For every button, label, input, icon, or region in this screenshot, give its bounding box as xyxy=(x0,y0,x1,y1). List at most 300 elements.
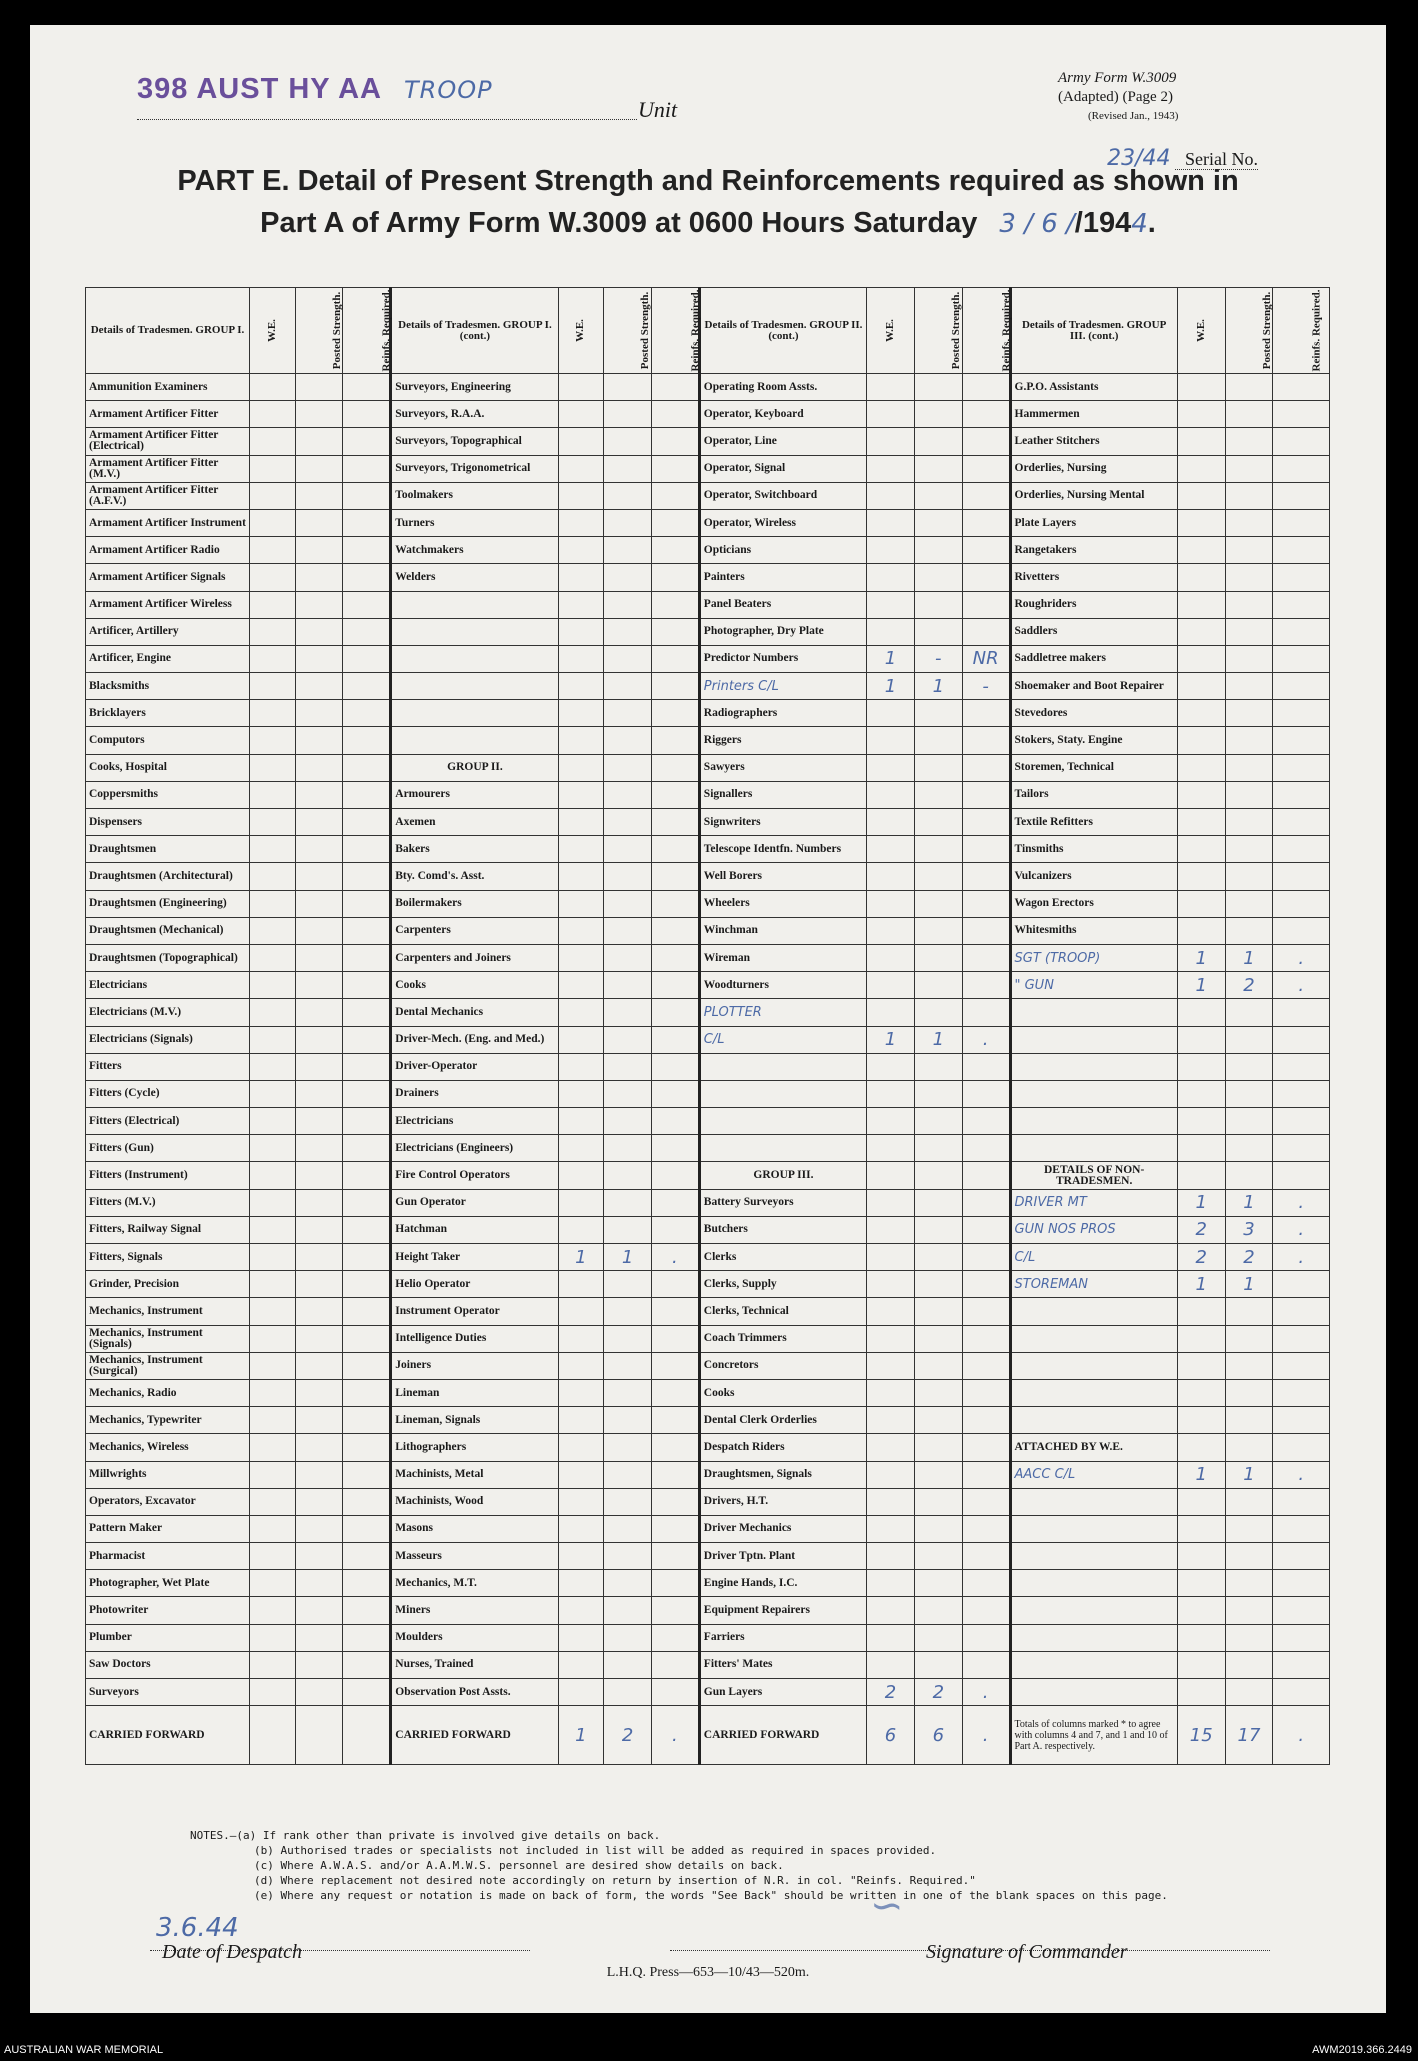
value-cell xyxy=(867,1244,915,1271)
value-cell: 1 xyxy=(1225,1189,1273,1216)
value-cell xyxy=(250,1461,296,1488)
value-cell xyxy=(962,509,1010,536)
value-cell xyxy=(914,1216,962,1243)
trade-label: Coach Trimmers xyxy=(699,1325,866,1352)
trade-label: Dental Clerk Orderlies xyxy=(699,1407,866,1434)
trade-label xyxy=(1010,1325,1177,1352)
header-we-text: W.E. xyxy=(1194,319,1207,342)
value-cell xyxy=(250,890,296,917)
value-cell xyxy=(250,727,296,754)
value-cell xyxy=(962,428,1010,455)
value-cell xyxy=(343,1216,391,1243)
trade-label: Mechanics, Radio xyxy=(86,1379,250,1406)
value-cell xyxy=(250,455,296,482)
value-cell xyxy=(652,374,700,401)
value-cell xyxy=(1177,781,1225,808)
trade-label: Electricians xyxy=(86,972,250,999)
trade-label: SGT (TROOP) xyxy=(1010,944,1177,971)
table-row xyxy=(86,645,1330,672)
value-cell xyxy=(867,917,915,944)
value-cell xyxy=(962,591,1010,618)
note-c: (c) Where A.W.A.S. and/or A.A.M.W.S. personnel are desired show details on back. xyxy=(254,1859,784,1872)
totals-note: Totals of columns marked * to agree with columns 4 and 7, and 1 and 10 of Part A. respectively. xyxy=(1010,1706,1177,1765)
trade-label xyxy=(1010,1543,1177,1570)
value-cell xyxy=(914,1080,962,1107)
trade-label: Armament Artificer Signals xyxy=(86,564,250,591)
value-cell xyxy=(1273,673,1330,700)
trade-label: Riggers xyxy=(699,727,866,754)
value-cell xyxy=(604,645,652,672)
value-cell xyxy=(1225,564,1273,591)
value-cell xyxy=(558,1216,604,1243)
value-cell xyxy=(343,1488,391,1515)
value-cell xyxy=(1177,509,1225,536)
value-cell xyxy=(962,754,1010,781)
value-cell xyxy=(558,401,604,428)
value-cell xyxy=(1177,754,1225,781)
header-posted-text: Posted Strength. xyxy=(950,291,963,370)
value-cell xyxy=(1225,809,1273,836)
value-cell xyxy=(652,591,700,618)
trade-label: Fitters (Cycle) xyxy=(86,1080,250,1107)
value-cell xyxy=(1225,1080,1273,1107)
value-cell xyxy=(604,455,652,482)
value-cell xyxy=(604,1352,652,1379)
value-cell: 2 xyxy=(867,1679,915,1706)
table-row xyxy=(86,1461,1330,1488)
value-cell xyxy=(1273,917,1330,944)
value-cell xyxy=(914,1407,962,1434)
value-cell xyxy=(343,1080,391,1107)
value-cell xyxy=(867,482,915,509)
form-identifier xyxy=(1058,69,1258,126)
value-cell xyxy=(558,972,604,999)
value-cell xyxy=(558,1135,604,1162)
value-cell xyxy=(558,374,604,401)
value-cell xyxy=(914,727,962,754)
value-cell xyxy=(1225,890,1273,917)
value-cell xyxy=(1177,1298,1225,1325)
value-cell xyxy=(652,1216,700,1243)
value-cell xyxy=(250,1352,296,1379)
header-we-text: W.E. xyxy=(265,319,278,342)
value-cell xyxy=(914,1543,962,1570)
value-cell xyxy=(295,428,343,455)
value-cell: 1 xyxy=(867,673,915,700)
value-cell xyxy=(962,999,1010,1026)
totals-value: . xyxy=(1273,1706,1330,1765)
value-cell xyxy=(1225,1135,1273,1162)
strength-table xyxy=(85,287,1330,1765)
value-cell xyxy=(652,1135,700,1162)
value-cell xyxy=(250,482,296,509)
value-cell xyxy=(914,972,962,999)
value-cell xyxy=(1225,1570,1273,1597)
header-posted-3 xyxy=(914,288,962,374)
table-row xyxy=(86,1407,1330,1434)
trade-label: Draughtsmen (Engineering) xyxy=(86,890,250,917)
value-cell xyxy=(867,754,915,781)
value-cell xyxy=(250,1108,296,1135)
value-cell xyxy=(343,727,391,754)
value-cell xyxy=(652,1679,700,1706)
notes xyxy=(190,1828,1168,1903)
value-cell xyxy=(867,1651,915,1678)
trade-label xyxy=(1010,1570,1177,1597)
table-row xyxy=(86,509,1330,536)
value-cell xyxy=(914,1624,962,1651)
value-cell xyxy=(1177,673,1225,700)
note-d: (d) Where replacement not desired note accordingly on return by insertion of N.R. in col. "Reinfs. Required." xyxy=(254,1874,976,1887)
trade-label: Storemen, Technical xyxy=(1010,754,1177,781)
trade-label: Driver-Operator xyxy=(391,1053,558,1080)
value-cell xyxy=(1273,1026,1330,1053)
table-row xyxy=(86,1570,1330,1597)
trade-label xyxy=(1010,1108,1177,1135)
value-cell xyxy=(1273,1407,1330,1434)
value-cell xyxy=(1177,1108,1225,1135)
value-cell xyxy=(867,509,915,536)
carried-forward-value: 6 xyxy=(867,1706,915,1765)
header-reinfs-text: Reinfs. Required. xyxy=(689,289,702,372)
value-cell xyxy=(962,836,1010,863)
trade-label: GROUP III. xyxy=(699,1162,866,1189)
table-row xyxy=(86,1271,1330,1298)
value-cell xyxy=(962,1244,1010,1271)
value-cell xyxy=(343,917,391,944)
header-posted-text: Posted Strength. xyxy=(1260,291,1273,370)
value-cell xyxy=(1225,1352,1273,1379)
unit-label: Unit xyxy=(638,97,678,122)
value-cell xyxy=(604,1298,652,1325)
value-cell xyxy=(962,1325,1010,1352)
value-cell xyxy=(295,618,343,645)
value-cell xyxy=(295,1597,343,1624)
trade-label: Lineman, Signals xyxy=(391,1407,558,1434)
trade-label: Instrument Operator xyxy=(391,1298,558,1325)
value-cell xyxy=(250,618,296,645)
value-cell xyxy=(867,1135,915,1162)
value-cell xyxy=(1273,1515,1330,1542)
table-row xyxy=(86,1325,1330,1352)
value-cell xyxy=(914,618,962,645)
value-cell xyxy=(1273,1298,1330,1325)
trade-label: Photographer, Wet Plate xyxy=(86,1570,250,1597)
value-cell: 2 xyxy=(1225,1244,1273,1271)
value-cell xyxy=(604,1651,652,1678)
value-cell xyxy=(1225,591,1273,618)
value-cell xyxy=(558,618,604,645)
value-cell xyxy=(1177,1624,1225,1651)
note-b: (b) Authorised trades or specialists not included in list will be added as required in spaces provided. xyxy=(254,1844,937,1857)
value-cell xyxy=(343,863,391,890)
value-cell xyxy=(295,591,343,618)
signature-label: Signature of Commander xyxy=(926,1941,1128,1963)
value-cell xyxy=(867,1543,915,1570)
value-cell xyxy=(867,863,915,890)
value-cell: 1 xyxy=(914,673,962,700)
header-we-3 xyxy=(867,288,915,374)
value-cell xyxy=(962,1352,1010,1379)
trade-label: Operator, Wireless xyxy=(699,509,866,536)
value-cell xyxy=(343,564,391,591)
header-we-text: W.E. xyxy=(574,319,587,342)
trade-label: Operators, Excavator xyxy=(86,1488,250,1515)
trade-label: Carpenters and Joiners xyxy=(391,944,558,971)
value-cell xyxy=(1273,374,1330,401)
trade-label: Machinists, Wood xyxy=(391,1488,558,1515)
value-cell xyxy=(250,509,296,536)
trade-label: Roughriders xyxy=(1010,591,1177,618)
trade-label: Panel Beaters xyxy=(699,591,866,618)
trade-label: Photowriter xyxy=(86,1597,250,1624)
value-cell: 2 xyxy=(914,1679,962,1706)
value-cell xyxy=(558,1434,604,1461)
value-cell xyxy=(1225,673,1273,700)
trade-label: Surveyors, R.A.A. xyxy=(391,401,558,428)
value-cell xyxy=(1225,1488,1273,1515)
value-cell xyxy=(914,754,962,781)
value-cell xyxy=(558,1271,604,1298)
value-cell xyxy=(962,1216,1010,1243)
value-cell xyxy=(652,1298,700,1325)
form-sheet xyxy=(30,25,1386,2013)
trade-label xyxy=(1010,1080,1177,1107)
value-cell xyxy=(962,537,1010,564)
value-cell xyxy=(867,1189,915,1216)
table-row xyxy=(86,1162,1330,1189)
value-cell xyxy=(914,564,962,591)
value-cell xyxy=(867,374,915,401)
value-cell xyxy=(250,781,296,808)
table-row xyxy=(86,1216,1330,1243)
value-cell xyxy=(250,1651,296,1678)
trade-label: Masseurs xyxy=(391,1543,558,1570)
value-cell xyxy=(295,509,343,536)
value-cell xyxy=(343,1189,391,1216)
value-cell xyxy=(295,1407,343,1434)
trade-label: Saw Doctors xyxy=(86,1651,250,1678)
trade-label: Shoemaker and Boot Repairer xyxy=(1010,673,1177,700)
value-cell xyxy=(558,1597,604,1624)
value-cell xyxy=(1273,455,1330,482)
value-cell xyxy=(295,564,343,591)
value-cell xyxy=(962,401,1010,428)
trade-label: Wagon Erectors xyxy=(1010,890,1177,917)
value-cell xyxy=(604,401,652,428)
value-cell xyxy=(1273,645,1330,672)
value-cell xyxy=(1177,1679,1225,1706)
value-cell xyxy=(295,836,343,863)
value-cell xyxy=(1177,1162,1225,1189)
value-cell xyxy=(558,781,604,808)
value-cell xyxy=(250,1244,296,1271)
value-cell xyxy=(1177,482,1225,509)
value-cell xyxy=(1225,645,1273,672)
trade-label: Tailors xyxy=(1010,781,1177,808)
value-cell xyxy=(962,455,1010,482)
title-date-handwritten: 3 / 6 / xyxy=(999,209,1075,239)
trade-label: Fitters xyxy=(86,1053,250,1080)
trade-label: Cooks xyxy=(699,1379,866,1406)
value-cell xyxy=(343,1570,391,1597)
value-cell xyxy=(558,1189,604,1216)
value-cell xyxy=(652,618,700,645)
value-cell: . xyxy=(1273,944,1330,971)
value-cell xyxy=(604,1597,652,1624)
value-cell xyxy=(1273,509,1330,536)
value-cell: 1 xyxy=(1177,972,1225,999)
value-cell xyxy=(867,1570,915,1597)
value-cell xyxy=(295,1624,343,1651)
value-cell xyxy=(962,1434,1010,1461)
value-cell xyxy=(1273,1352,1330,1379)
value-cell xyxy=(1273,836,1330,863)
trade-label xyxy=(391,645,558,672)
value-cell xyxy=(652,482,700,509)
value-cell xyxy=(1225,863,1273,890)
value-cell xyxy=(1273,1135,1330,1162)
value-cell xyxy=(295,401,343,428)
value-cell: 3 xyxy=(1225,1216,1273,1243)
trade-label: Cooks, Hospital xyxy=(86,754,250,781)
trade-label: Draughtsmen (Topographical) xyxy=(86,944,250,971)
value-cell xyxy=(962,890,1010,917)
trade-label: Draughtsmen xyxy=(86,836,250,863)
value-cell xyxy=(914,836,962,863)
value-cell xyxy=(295,917,343,944)
value-cell xyxy=(652,1407,700,1434)
table-row xyxy=(86,1298,1330,1325)
value-cell xyxy=(1273,863,1330,890)
trade-label: Operator, Switchboard xyxy=(699,482,866,509)
value-cell xyxy=(914,1053,962,1080)
value-cell xyxy=(343,999,391,1026)
value-cell xyxy=(343,1325,391,1352)
value-cell xyxy=(962,1135,1010,1162)
trade-label xyxy=(699,1135,866,1162)
table-row xyxy=(86,1080,1330,1107)
value-cell xyxy=(250,1080,296,1107)
note-a: NOTES.—(a) If rank other than private is involved give details on back. xyxy=(190,1829,661,1842)
table-row xyxy=(86,917,1330,944)
trade-label: Moulders xyxy=(391,1624,558,1651)
value-cell xyxy=(343,809,391,836)
value-cell xyxy=(962,863,1010,890)
value-cell xyxy=(250,401,296,428)
value-cell xyxy=(867,1434,915,1461)
value-cell xyxy=(652,999,700,1026)
value-cell xyxy=(604,1570,652,1597)
trade-label xyxy=(391,727,558,754)
trade-label: Lithographers xyxy=(391,1434,558,1461)
trade-label: Armament Artificer Fitter (Electrical) xyxy=(86,428,250,455)
value-cell xyxy=(295,700,343,727)
value-cell xyxy=(1273,401,1330,428)
trade-label: Mechanics, Instrument (Surgical) xyxy=(86,1352,250,1379)
value-cell xyxy=(343,1026,391,1053)
form-adapted: (Adapted) (Page 2) xyxy=(1058,89,1173,105)
table-row xyxy=(86,374,1330,401)
value-cell xyxy=(343,781,391,808)
value-cell xyxy=(652,781,700,808)
value-cell xyxy=(1273,1379,1330,1406)
value-cell xyxy=(343,1271,391,1298)
value-cell xyxy=(250,1271,296,1298)
value-cell xyxy=(558,1053,604,1080)
value-cell xyxy=(250,754,296,781)
trade-label: Carpenters xyxy=(391,917,558,944)
value-cell xyxy=(962,917,1010,944)
header-we-1 xyxy=(250,288,296,374)
value-cell xyxy=(250,564,296,591)
value-cell xyxy=(295,1706,343,1765)
value-cell xyxy=(962,1515,1010,1542)
header-reinfs-text: Reinfs. Required. xyxy=(1310,289,1323,372)
credit-right: AWM2019.366.2449 xyxy=(1312,2044,1412,2056)
value-cell xyxy=(250,1488,296,1515)
value-cell: 2 xyxy=(1225,972,1273,999)
value-cell xyxy=(1273,890,1330,917)
trade-label xyxy=(1010,1407,1177,1434)
value-cell xyxy=(867,401,915,428)
trade-label: Gun Operator xyxy=(391,1189,558,1216)
table-row xyxy=(86,537,1330,564)
trade-label: Fitters (Instrument) xyxy=(86,1162,250,1189)
value-cell xyxy=(250,1026,296,1053)
serial-label: Serial No. xyxy=(1175,149,1258,170)
value-cell xyxy=(295,1488,343,1515)
value-cell xyxy=(604,537,652,564)
value-cell xyxy=(1225,1597,1273,1624)
header-posted-2 xyxy=(604,288,652,374)
value-cell xyxy=(558,645,604,672)
value-cell xyxy=(250,1515,296,1542)
trade-label: Farriers xyxy=(699,1624,866,1651)
value-cell xyxy=(652,1434,700,1461)
value-cell xyxy=(652,428,700,455)
trade-label: Vulcanizers xyxy=(1010,863,1177,890)
value-cell xyxy=(1225,781,1273,808)
value-cell xyxy=(1273,1624,1330,1651)
value-cell xyxy=(295,727,343,754)
trade-label xyxy=(1010,1651,1177,1678)
value-cell xyxy=(867,537,915,564)
value-cell xyxy=(295,1352,343,1379)
value-cell xyxy=(295,944,343,971)
value-cell xyxy=(914,1434,962,1461)
value-cell xyxy=(295,890,343,917)
value-cell xyxy=(295,754,343,781)
carried-forward-label-2: CARRIED FORWARD xyxy=(391,1706,558,1765)
value-cell xyxy=(604,999,652,1026)
value-cell xyxy=(962,1053,1010,1080)
table-row xyxy=(86,1379,1330,1406)
value-cell xyxy=(914,1162,962,1189)
table-body xyxy=(86,374,1330,1765)
value-cell xyxy=(652,1026,700,1053)
value-cell xyxy=(295,972,343,999)
trade-label: Operating Room Assts. xyxy=(699,374,866,401)
value-cell xyxy=(652,700,700,727)
value-cell xyxy=(867,1407,915,1434)
value-cell: . xyxy=(1273,1244,1330,1271)
value-cell xyxy=(295,1679,343,1706)
trade-label: Armament Artificer Fitter xyxy=(86,401,250,428)
value-cell xyxy=(1273,482,1330,509)
value-cell xyxy=(604,1434,652,1461)
title-line-1: PART E. Detail of Present Strength and Reinforcements required as shown in xyxy=(177,165,1239,197)
